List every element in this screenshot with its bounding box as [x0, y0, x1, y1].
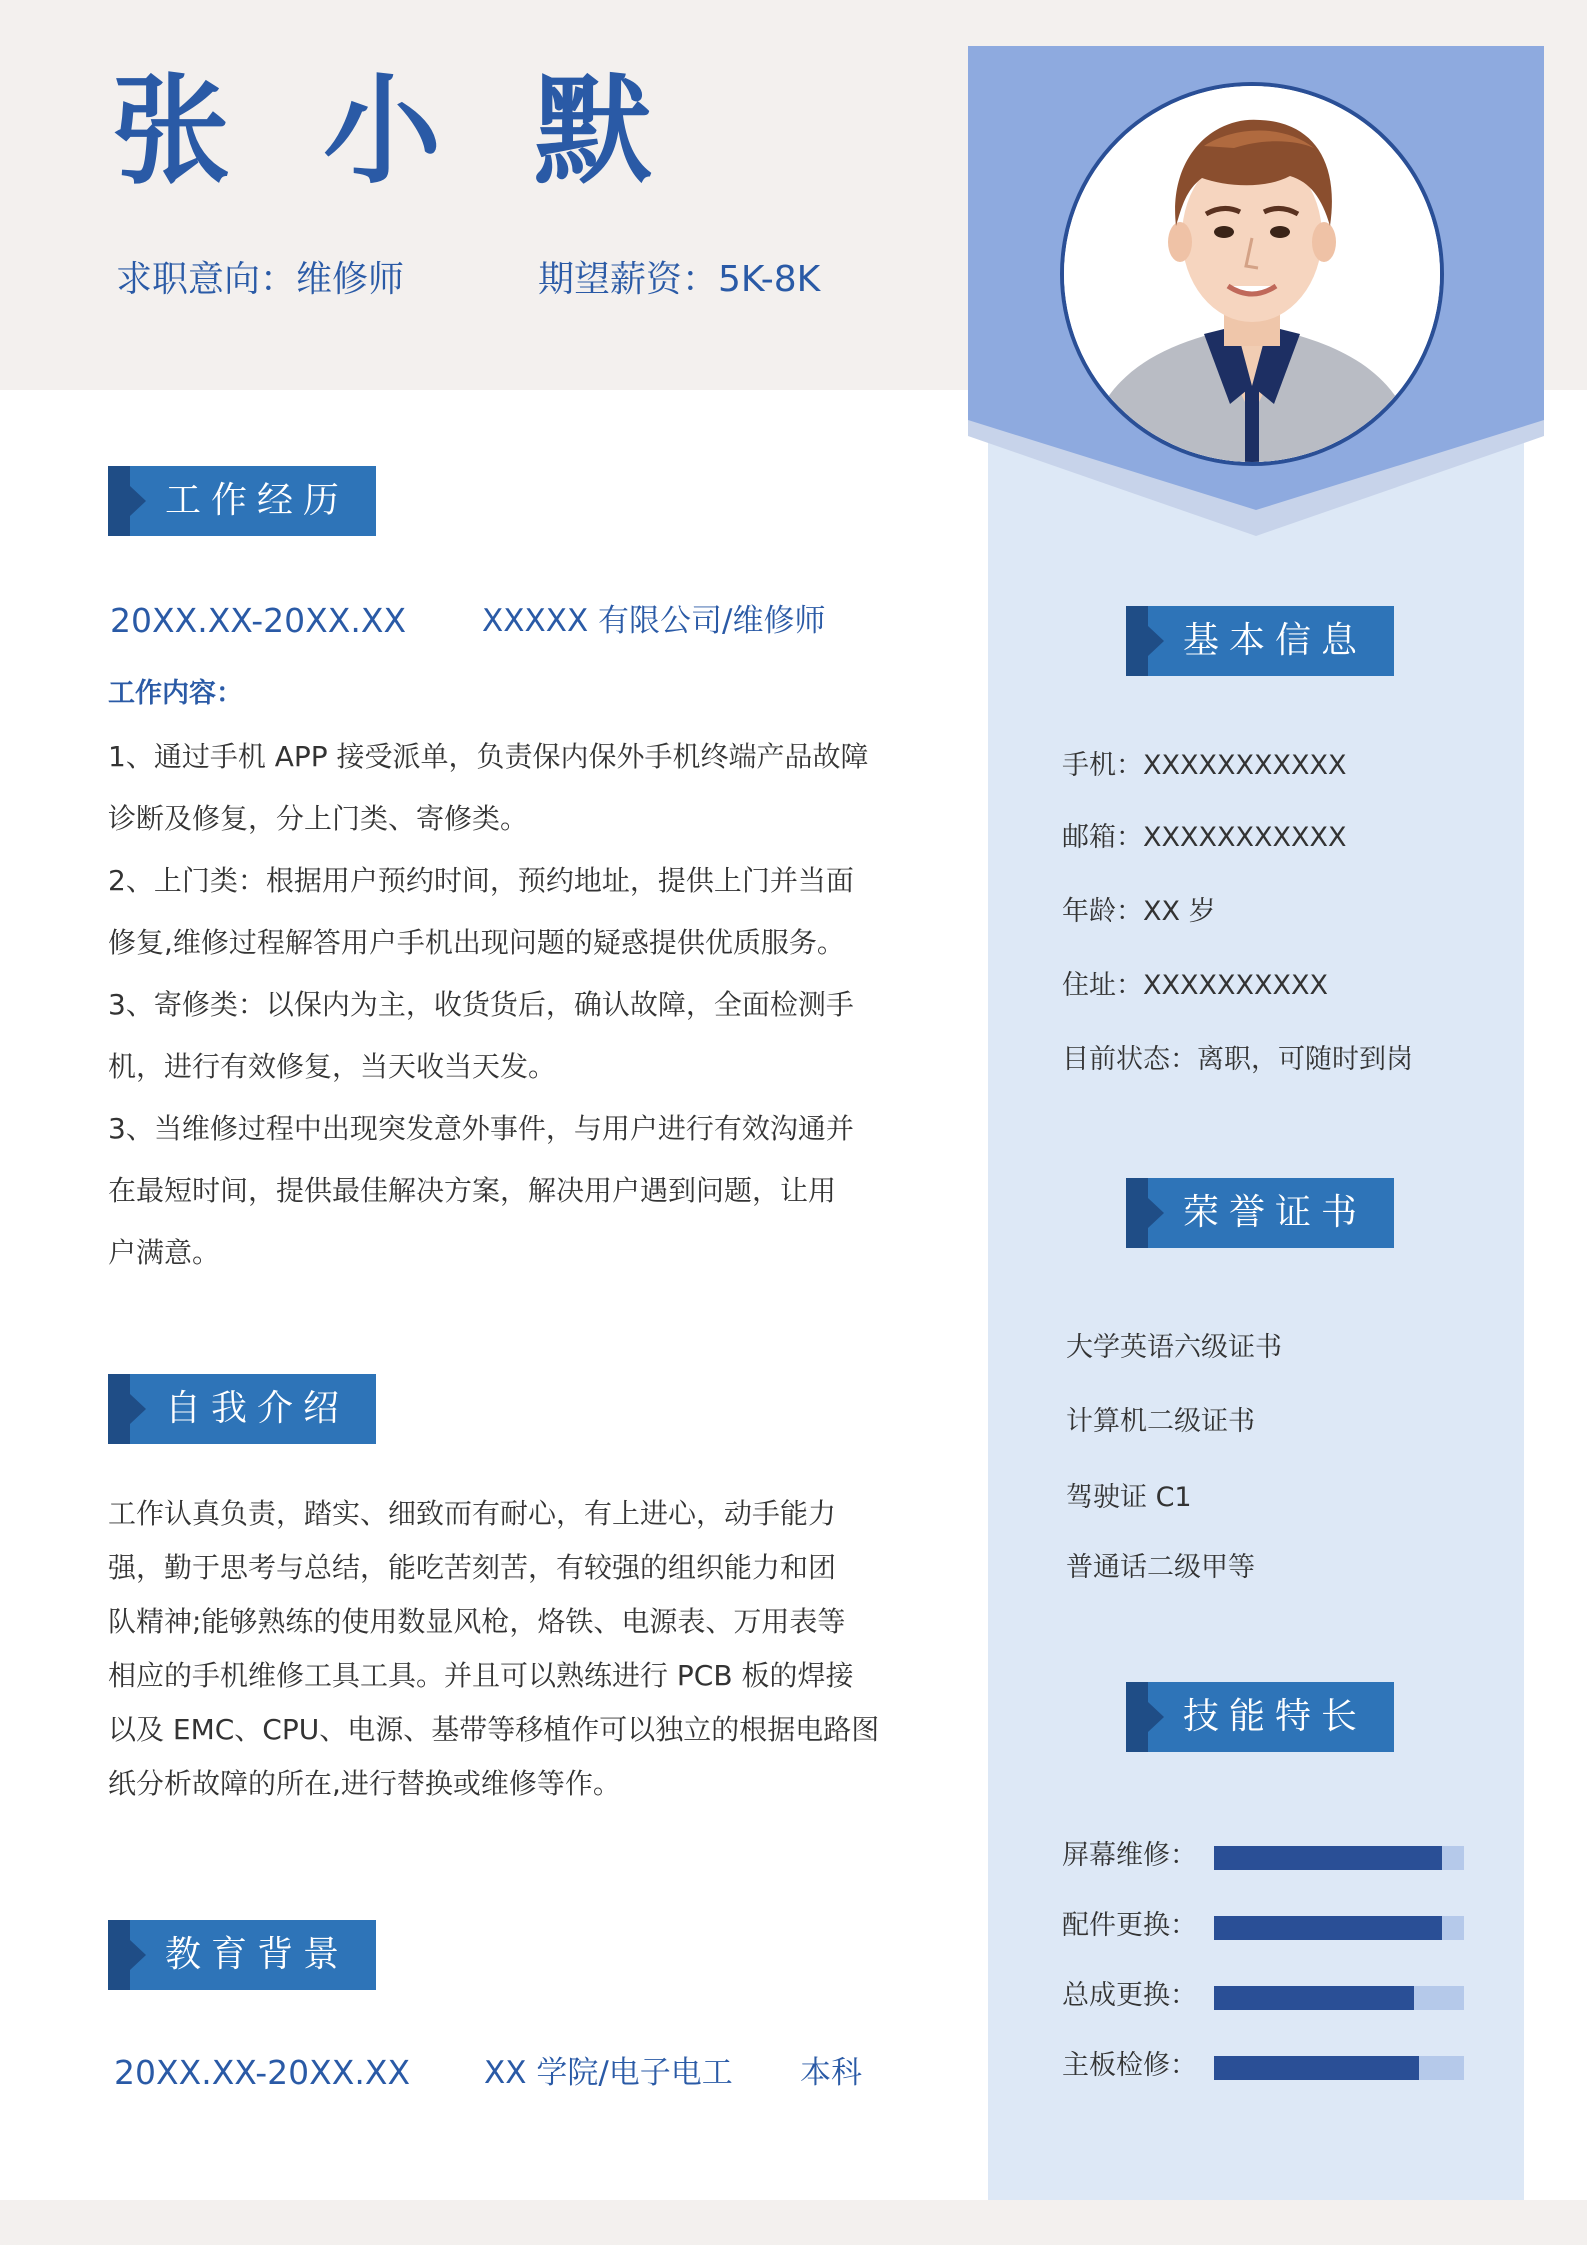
- work-content-label: 工作内容：: [108, 678, 243, 709]
- section-title: 荣誉证书: [1182, 1192, 1367, 1233]
- education-degree: 本科: [800, 2055, 862, 2091]
- section-header-basic-info: [1126, 606, 1394, 676]
- honor-item: 大学英语六级证书: [1066, 1332, 1282, 1363]
- self-intro-line: 以及 EMC、CPU、电源、基带等移植作可以独立的根据电路图: [108, 1713, 880, 1746]
- section-title: 自我介绍: [164, 1388, 349, 1429]
- self-intro-line: 纸分析故障的所在,进行替换或维修等作。: [108, 1767, 621, 1800]
- work-period: 20XX.XX-20XX.XX: [110, 601, 407, 640]
- work-line: 在最短时间，提供最佳解决方案，解决用户遇到问题，让用: [108, 1174, 837, 1207]
- skill-label: 屏幕维修：: [1062, 1840, 1197, 1871]
- honor-item: 驾驶证 C1: [1066, 1482, 1192, 1513]
- work-line: 诊断及修复，分上门类、寄修类。: [108, 802, 529, 835]
- self-intro-line: 队精神;能够熟练的使用数显风枪，烙铁、电源表、万用表等: [108, 1605, 846, 1638]
- section-title: 工作经历: [164, 480, 349, 521]
- skill-bar: [1214, 2056, 1464, 2080]
- skill-label: 主板检修：: [1062, 2050, 1197, 2081]
- skill-bar-fill: [1214, 1986, 1414, 2010]
- section-header-skills: [1126, 1682, 1394, 1752]
- skill-bar-fill: [1214, 1916, 1442, 1940]
- skill-bar: [1214, 1846, 1464, 1870]
- work-line: 户满意。: [108, 1236, 221, 1269]
- section-title: 教育背景: [164, 1934, 349, 1975]
- skill-bar: [1214, 1916, 1464, 1940]
- section-header-education: [108, 1920, 376, 1990]
- work-line: 2、上门类：根据用户预约时间，预约地址，提供上门并当面: [108, 864, 854, 897]
- education-school: XX 学院/电子电工: [484, 2055, 733, 2091]
- section-title: 技能特长: [1182, 1696, 1367, 1737]
- info-age: 年龄：XX 岁: [1062, 896, 1216, 927]
- section-header-honors: [1126, 1178, 1394, 1248]
- work-line: 机，进行有效修复，当天收当天发。: [108, 1050, 557, 1083]
- work-line: 1、通过手机 APP 接受派单，负责保内保外手机终端产品故障: [108, 740, 869, 773]
- avatar-illustration-icon: [1064, 86, 1440, 462]
- work-line: 3、当维修过程中出现突发意外事件，与用户进行有效沟通并: [108, 1112, 854, 1145]
- info-address: 住址：XXXXXXXXXX: [1062, 970, 1328, 1001]
- work-company: XXXXX 有限公司/维修师: [482, 603, 826, 639]
- section-header-work: [108, 466, 376, 536]
- work-line: 修复,维修过程解答用户手机出现问题的疑惑提供优质服务。: [108, 926, 845, 959]
- work-line: 3、寄修类：以保内为主，收货货后，确认故障，全面检测手: [108, 988, 854, 1021]
- skill-bar: [1214, 1986, 1464, 2010]
- honor-item: 普通话二级甲等: [1066, 1552, 1255, 1583]
- info-email: 邮箱：XXXXXXXXXXX: [1062, 822, 1347, 853]
- avatar: [1060, 82, 1444, 466]
- skill-bar-fill: [1214, 1846, 1442, 1870]
- skill-label: 配件更换：: [1062, 1910, 1197, 1941]
- expected-salary: 期望薪资：5K-8K: [538, 259, 821, 300]
- section-title: 基本信息: [1182, 620, 1367, 661]
- footer-background: [0, 2200, 1587, 2245]
- info-phone: 手机：XXXXXXXXXXX: [1062, 750, 1347, 781]
- applicant-name: 张 小 默: [112, 62, 679, 200]
- education-period: 20XX.XX-20XX.XX: [114, 2053, 411, 2092]
- honor-item: 计算机二级证书: [1066, 1406, 1255, 1437]
- section-header-self-intro: [108, 1374, 376, 1444]
- job-intent: 求职意向：维修师: [116, 259, 405, 300]
- self-intro-line: 强，勤于思考与总结，能吃苦刻苦，有较强的组织能力和团: [108, 1551, 837, 1584]
- skill-label: 总成更换：: [1062, 1980, 1197, 2011]
- self-intro-line: 工作认真负责，踏实、细致而有耐心，有上进心，动手能力: [108, 1497, 837, 1530]
- self-intro-line: 相应的手机维修工具工具。并且可以熟练进行 PCB 板的焊接: [108, 1659, 854, 1692]
- info-status: 目前状态：离职，可随时到岗: [1062, 1044, 1413, 1075]
- skill-bar-fill: [1214, 2056, 1419, 2080]
